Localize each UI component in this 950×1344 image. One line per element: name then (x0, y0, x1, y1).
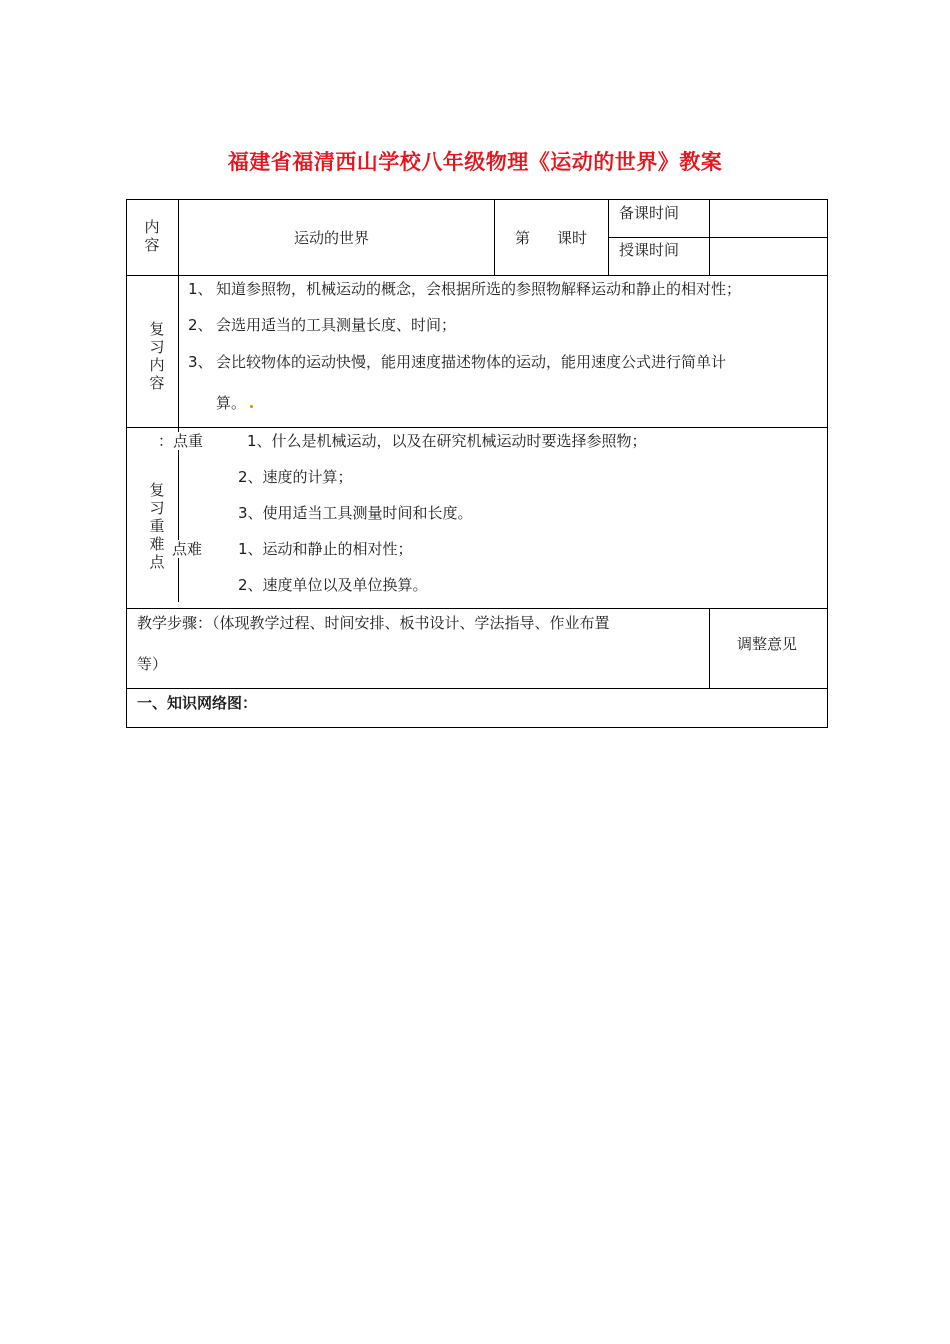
document-title: 福建省福清西山学校八年级物理《运动的世界》教案 (227, 150, 723, 174)
content-value: 运动的世界 (294, 229, 370, 247)
review-item-1: 知道参照物，机械运动的概念，会根据所选的参照物解释运动和静止的相对性； (216, 280, 742, 298)
table-border-bottom (126, 727, 828, 728)
lesson-suffix: 课时 (557, 229, 588, 247)
table-divider-row4 (126, 688, 828, 689)
table-divider-row2 (126, 427, 828, 428)
yellow-dot-mark (250, 405, 253, 408)
table-divider-row1 (126, 275, 828, 276)
table-divider-lesson (494, 199, 495, 276)
table-border-left (126, 199, 127, 728)
steps-text-line2: 等） (137, 655, 168, 673)
key-points-label: 复习重难点 (149, 481, 165, 571)
focus-label: ：点重 (158, 432, 204, 450)
adjust-label: 调整意见 (737, 635, 798, 653)
review-content-label: 复习内容 (149, 320, 165, 392)
table-border-top (126, 199, 828, 200)
focus-item-2: 2、速度的计算； (238, 468, 353, 486)
difficulty-item-2: 2、速度单位以及单位换算。 (238, 576, 428, 594)
table-divider-time-label (608, 199, 609, 276)
review-item-1-num: 1、 (188, 280, 213, 298)
review-item-2: 会选用适当的工具测量长度、时间； (216, 316, 457, 334)
review-item-2-num: 2、 (188, 316, 213, 334)
table-border-right (827, 199, 828, 728)
review-item-3-num: 3、 (188, 353, 213, 371)
focus-item-1: 1、什么是机械运动，以及在研究机械运动时要选择参照物； (247, 432, 647, 450)
table-divider-time-value (709, 199, 710, 276)
section-knowledge-network: 一、知识网络图： (137, 694, 258, 712)
prep-time-label: 备课时间 (619, 204, 680, 222)
review-item-3: 会比较物体的运动快慢，能用速度描述物体的运动，能用速度公式进行简单计 (216, 353, 727, 371)
steps-text-line1: 教学步骤：（体现教学过程、时间安排、板书设计、学法指导、作业布置 (137, 614, 610, 632)
table-divider-time (608, 237, 828, 238)
table-divider-adjust (709, 608, 710, 689)
content-label: 内容 (144, 218, 160, 254)
lesson-prefix: 第 (515, 229, 531, 247)
focus-item-3: 3、使用适当工具测量时间和长度。 (238, 504, 473, 522)
difficulty-item-1: 1、运动和静止的相对性； (238, 540, 413, 558)
difficulty-label: 点难 (172, 540, 203, 558)
teach-time-label: 授课时间 (619, 241, 680, 259)
table-divider-row3 (126, 608, 828, 609)
review-item-3-cont: 算。 (216, 394, 247, 412)
